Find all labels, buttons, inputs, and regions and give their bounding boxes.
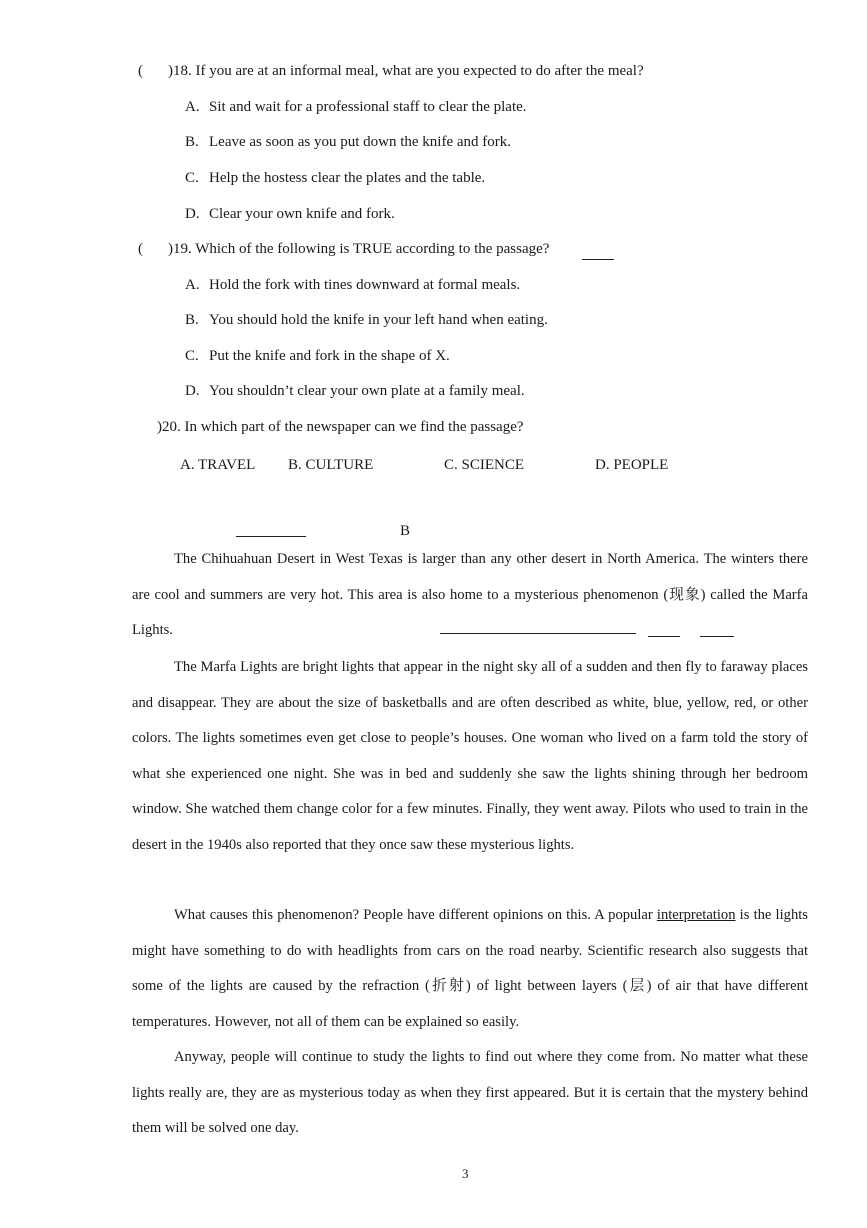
option-b[interactable]: B. You should hold the knife in your left hand when eating. xyxy=(185,312,548,328)
question-text: Which of the following is TRUE according to the passage? xyxy=(195,241,550,257)
pen-mark xyxy=(236,536,306,537)
question-text: If you are at an informal meal, what are you expected to do after the meal? xyxy=(195,63,644,79)
option-b[interactable]: B. CULTURE xyxy=(288,457,374,473)
option-a[interactable]: A. Sit and wait for a professional staff to clear the plate. xyxy=(185,99,527,115)
option-c[interactable]: C. SCIENCE xyxy=(444,457,525,473)
option-d[interactable]: D. You shouldn’t clear your own plate at a family meal. xyxy=(185,383,525,399)
option-c[interactable]: C. Help the hostess clear the plates and the table. xyxy=(185,170,486,186)
option-c[interactable]: C. Put the knife and fork in the shape of X. xyxy=(185,348,450,364)
option-a[interactable]: A. TRAVEL xyxy=(180,457,256,473)
passage-paragraph-3: What causes this phenomenon? People have different opinions on this. A popular interpretation is the lights might have something to do with headlights from cars on the road nearby. Scientific research also suggests that some of the lights are caused by the refraction (折射) of light between layers (层) of air that have different temperatures. However, not all of them can be explained so easily. xyxy=(132,907,808,1030)
passage-paragraph-4: Anyway, people will continue to study the lights to find out where they come from. No matter what these lights really are, they are as mysterious today as when they first appeared. But it is certain that the mystery behind them will be solved one day. xyxy=(132,1049,808,1136)
question-19 xyxy=(138,241,549,258)
page-number: 3 xyxy=(462,1166,469,1181)
option-d[interactable]: D. Clear your own knife and fork. xyxy=(185,206,395,222)
underlined-word: interpretation xyxy=(656,907,736,923)
question-18 xyxy=(138,63,644,80)
question-20: )20. In which part of the newspaper can we find the passage? xyxy=(157,419,524,435)
option-a[interactable]: A. Hold the fork with tines downward at formal meals. xyxy=(185,277,521,293)
answer-bracket[interactable]: ( xyxy=(138,241,143,257)
option-d[interactable]: D. PEOPLE xyxy=(595,457,669,473)
question-number: )19. xyxy=(168,241,192,257)
pen-mark xyxy=(582,259,614,260)
question-number: )18. xyxy=(168,63,192,79)
option-b[interactable]: B. Leave as soon as you put down the knife and fork. xyxy=(185,134,512,150)
pen-mark xyxy=(648,636,680,637)
passage-paragraph-2: The Marfa Lights are bright lights that appear in the night sky all of a sudden and then fly to faraway places and disappear. They are about the size of basketballs and are often described as white, blue, yellow, red, or other colors. The lights sometimes even get close to people’s houses. One woman who lived on a farm told the story of what she experienced one night. She was in bed and suddenly she saw the lights shining through her bedroom window. She watched them change color for a few minutes. Finally, they went away. Pilots who used to train in the desert in the 1940s also reported that they once saw these mysterious lights. xyxy=(132,659,808,853)
section-heading: B xyxy=(400,523,411,539)
passage-paragraph-1: The Chihuahuan Desert in West Texas is larger than any other desert in North America. The winters there are cool and summers are very hot. This area is also home to a mysterious phenomenon (现象) called the Marfa Lights. xyxy=(132,551,808,638)
answer-bracket[interactable]: ( xyxy=(138,63,143,79)
pen-mark xyxy=(440,633,636,634)
pen-mark xyxy=(700,636,734,637)
